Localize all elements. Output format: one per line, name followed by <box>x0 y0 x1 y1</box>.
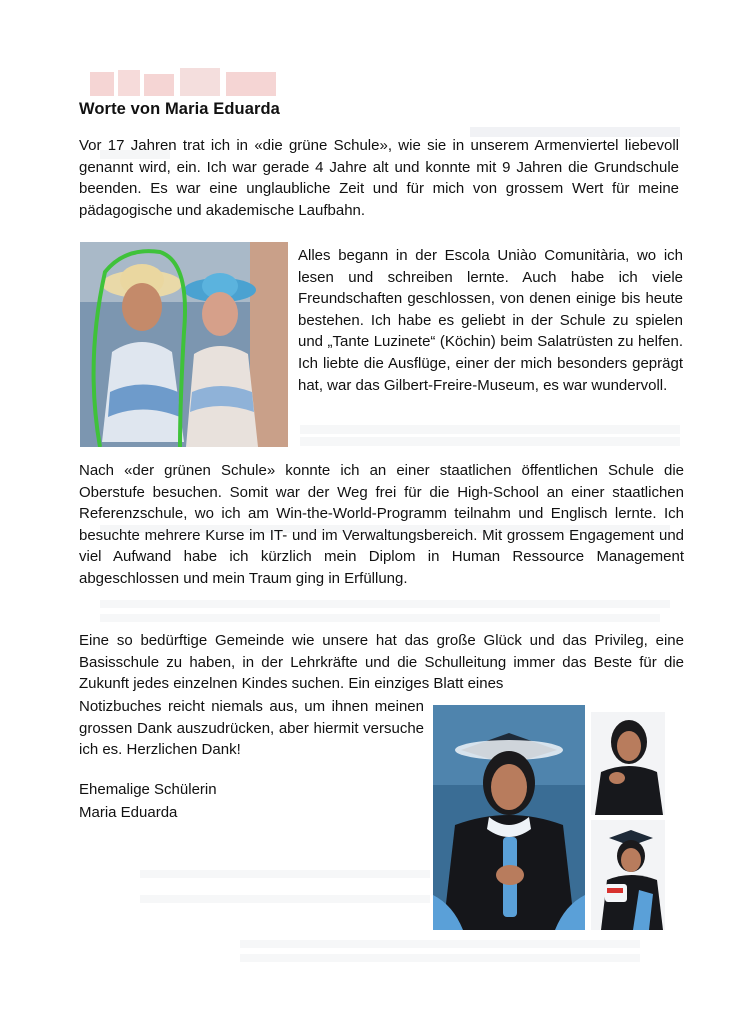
paragraph-school-memories: Alles begann in der Escola Uniào Comunitària, wo ich lesen und schreiben lernte. Auch habe ich viele Freundschaften geschlossen, von denen einige bis heute bestehen. Ich habe es geliebt in der Schule zu spielen und „Tante Luzinete“ (Köchin) beim Salatrüsten zu helfen. Ich liebte die Ausflüge, einer der mich besonders geprägt hat, war das Gilbert-Freire-Museum, es war wundervoll. <box>298 247 683 394</box>
graduation-photo-portrait <box>591 712 665 815</box>
paragraph-gratitude: Eine so bedürftige Gemeinde wie unsere hat das große Glück und das Privileg, eine Basisschule zu haben, in der Lehrkräfte und die Schulleitung immer das Beste für die Zukunft jedes einzelnen Kindes suchen. Ein einziges Blatt eines <box>79 632 684 693</box>
graduation-photo-small <box>591 820 665 930</box>
paragraph-thanks: Notizbuches reicht niemals aus, um ihnen meinen grossen Dank auszudrücken, aber hiermit versuche ich es. Herzlichen Dank! <box>79 698 424 759</box>
signature-name: Maria Eduarda <box>79 804 178 821</box>
bleed-through-text <box>100 600 670 608</box>
bleed-through-text <box>100 614 660 622</box>
paragraph-intro: Vor 17 Jahren trat ich in «die grüne Schule», wie sie in unserem Armenviertel liebevoll genannt wird, ein. Ich war gerade 4 Jahre alt und konnte mit 9 Jahren die Grundschule beenden. Es war eine unglaubliche Zeit und für mich von grossem Wert für meine pädagogische und akademische Laufbahn. <box>79 137 679 219</box>
bleed-through-text <box>140 870 430 878</box>
signature-role: Ehemalige Schülerin <box>79 781 217 798</box>
bleed-through-text <box>300 437 680 446</box>
childhood-photo <box>80 242 288 447</box>
bleed-through-text <box>240 954 640 962</box>
bleed-through-logo <box>90 62 280 100</box>
bleed-through-text <box>140 895 430 903</box>
graduation-photo-main <box>433 705 585 930</box>
bleed-through-text <box>240 940 640 948</box>
bleed-through-text <box>300 425 680 434</box>
page-title: Worte von Maria Eduarda <box>79 100 280 118</box>
paragraph-education-path: Nach «der grünen Schule» konnte ich an einer staatlichen öffentlichen Schule die Oberstufe besuchen. Somit war der Weg frei für die High-School an einer staatlichen Referenzschule, wo ich am Win-the-World-Programm teilnahm und Englisch lernte. Ich besuchte mehrere Kurse im IT- und im Verwaltungsbereich. Mit grossem Engagement und viel Aufwand habe ich kürzlich mein Diplom in Human Ressource Management abgeschlossen und mein Traum ging in Erfüllung. <box>79 462 684 587</box>
